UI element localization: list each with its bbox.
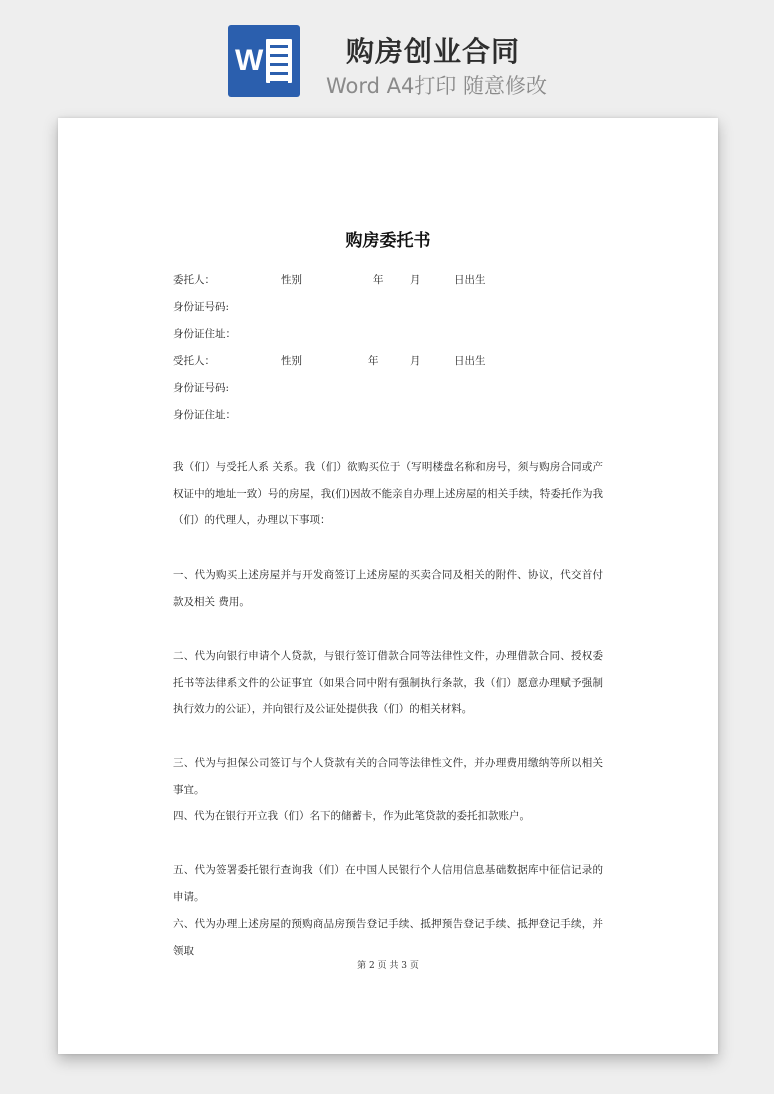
agent-month-label: 月 (410, 355, 421, 367)
agent-label: 受托人： (173, 355, 215, 367)
clause-1: 一、代为购买上述房屋并与开发商签订上述房屋的买卖合同及相关的附件、协议，代交首付款及相关 费用。 (173, 569, 603, 608)
banner (0, 0, 774, 110)
document-page (58, 118, 718, 1054)
clause-4: 四、代为在银行开立我（们）名下的储蓄卡，作为此笔贷款的委托扣款账户。 (173, 810, 530, 822)
document-lines-icon (266, 39, 292, 83)
page-footer: 第 2 页 共 3 页 (357, 961, 419, 971)
agent-year-label: 年 (368, 355, 379, 367)
document-title: 购房委托书 (345, 231, 431, 251)
intro-paragraph: 我（们）与受托人系 关系。我（们）欲购买位于（写明楼盘名称和房号，须与购房合同或产权证中的地址一致）号的房屋，我(们)因故不能亲自办理上述房屋的相关手续，特委托作为我（们）的代理人，办理以下事项： (173, 461, 603, 526)
word-logo-letter: W (235, 44, 264, 77)
clause-3: 三、代为与担保公司签订与个人贷款有关的合同等法律性文件，并办理费用缴纳等所以相关事宜。 (173, 757, 603, 796)
principal-gender-label: 性别 (281, 274, 302, 286)
agent-birth-label: 日出生 (454, 355, 486, 367)
banner-title: 购房创业合同 (346, 35, 521, 68)
principal-id-number-label: 身份证号码: (173, 301, 230, 313)
agent-id-number-label: 身份证号码: (173, 382, 230, 394)
principal-birth-label: 日出生 (454, 274, 486, 286)
agent-id-address-label: 身份证住址： (173, 409, 236, 421)
clause-2: 二、代为向银行申请个人贷款，与银行签订借款合同等法律性文件，办理借款合同、授权委托书等法律系文件的公证事宜（如果合同中附有强制执行条款，我（们）愿意办理赋予强制执行效力的公证），并向银行及公证处提供我（们）的相关材料。 (173, 650, 603, 715)
clause-6: 六、代为办理上述房屋的预购商品房预告登记手续、抵押预告登记手续、抵押登记手续，并领取 (173, 918, 603, 957)
banner-subtitle: Word A4打印 随意修改 (326, 74, 548, 98)
clause-5: 五、代为签署委托银行查询我（们）在中国人民银行个人信用信息基础数据库中征信记录的申请。 (173, 864, 603, 903)
word-icon (228, 25, 300, 97)
principal-month-label: 月 (410, 274, 421, 286)
principal-year-label: 年 (373, 274, 384, 286)
principal-id-address-label: 身份证住址： (173, 328, 236, 340)
principal-label: 委托人： (173, 274, 215, 286)
agent-gender-label: 性别 (281, 355, 302, 367)
